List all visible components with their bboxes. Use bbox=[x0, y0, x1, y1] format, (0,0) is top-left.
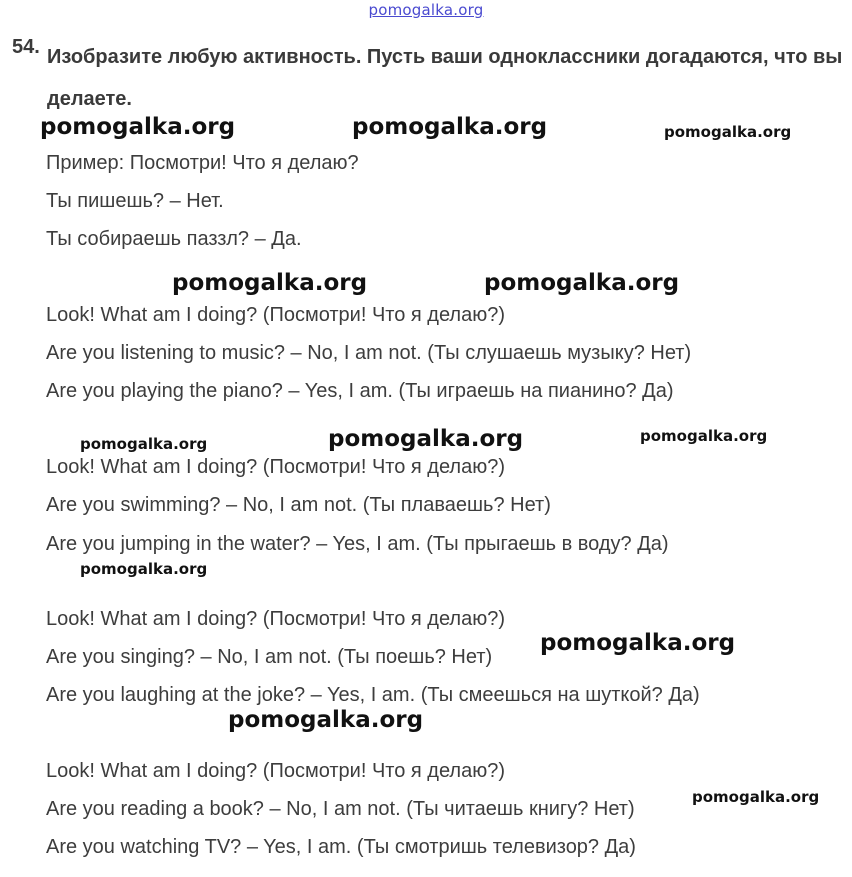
watermark: pomogalka.org bbox=[172, 270, 368, 296]
task-title: Изобразите любую активность. Пусть ваши одноклассники догадаются, что вы делаете. bbox=[47, 46, 843, 110]
dialog-line: Look! What am I doing? (Посмотри! Что я делаю?) bbox=[46, 304, 505, 326]
example-line: Ты собираешь паззл? – Да. bbox=[46, 228, 302, 250]
dialog-line: Are you reading a book? – No, I am not. (Ты читаешь книгу? Нет) bbox=[46, 798, 635, 820]
dialog-line: Are you singing? – No, I am not. (Ты поешь? Нет) bbox=[46, 646, 493, 668]
dialog-line: Are you watching TV? – Yes, I am. (Ты смотришь телевизор? Да) bbox=[46, 836, 636, 858]
example-line: Пример: Посмотри! Что я делаю? bbox=[46, 152, 359, 174]
watermark: pomogalka.org bbox=[540, 630, 736, 656]
watermark: pomogalka.org bbox=[484, 270, 680, 296]
dialog-line: Are you jumping in the water? – Yes, I am. (Ты прыгаешь в воду? Да) bbox=[46, 533, 669, 555]
watermark: pomogalka.org bbox=[40, 114, 236, 140]
example-line: Ты пишешь? – Нет. bbox=[46, 190, 224, 212]
watermark: pomogalka.org bbox=[640, 427, 768, 445]
watermark: pomogalka.org bbox=[228, 707, 424, 733]
watermark: pomogalka.org bbox=[664, 123, 792, 141]
dialog-line: Are you swimming? – No, I am not. (Ты плаваешь? Нет) bbox=[46, 494, 551, 516]
dialog-line: Look! What am I doing? (Посмотри! Что я делаю?) bbox=[46, 456, 505, 478]
watermark: pomogalka.org bbox=[80, 560, 208, 578]
dialog-line: Are you listening to music? – No, I am not. (Ты слушаешь музыку? Нет) bbox=[46, 342, 692, 364]
site-header-link[interactable]: pomogalka.org bbox=[368, 1, 484, 19]
watermark: pomogalka.org bbox=[328, 426, 524, 452]
dialog-line: Look! What am I doing? (Посмотри! Что я делаю?) bbox=[46, 760, 505, 782]
watermark: pomogalka.org bbox=[80, 435, 208, 453]
watermark: pomogalka.org bbox=[692, 788, 820, 806]
dialog-line: Are you playing the piano? – Yes, I am. (Ты играешь на пианино? Да) bbox=[46, 380, 674, 402]
task-number: 54. bbox=[12, 36, 40, 58]
watermark: pomogalka.org bbox=[352, 114, 548, 140]
dialog-line: Are you laughing at the joke? – Yes, I am. (Ты смеешься на шуткой? Да) bbox=[46, 684, 700, 706]
dialog-line: Look! What am I doing? (Посмотри! Что я делаю?) bbox=[46, 608, 505, 630]
